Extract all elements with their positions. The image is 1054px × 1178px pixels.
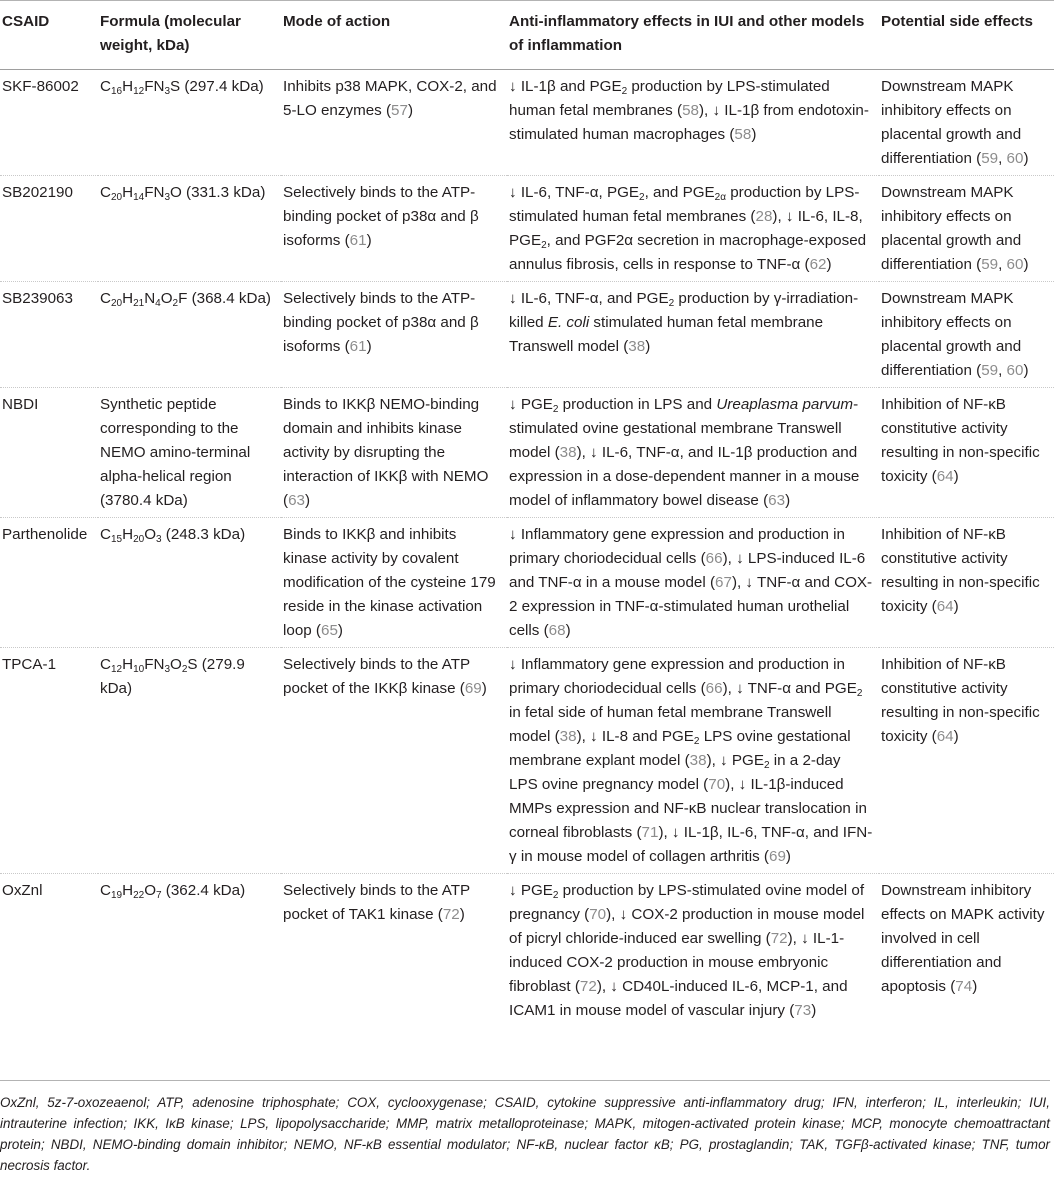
cell-mode: Selectively binds to the ATP pocket of TAK1 kinase (72) bbox=[281, 874, 507, 1037]
cell-formula: $C_{19}H_{22}O_7$ (362.4 kDa) bbox=[98, 874, 281, 1037]
cell-side-effects: Inhibition of NF-κB constitutive activity resulting in non-specific toxicity (64) bbox=[879, 648, 1054, 874]
cell-effects: ↓ IL-6, TNF-α, and $PGE_2$ production by γ-irradiation-killed E. coli stimulated human fetal membrane Transwell model (38) bbox=[507, 282, 879, 388]
table-row bbox=[0, 282, 1054, 388]
table-body bbox=[0, 70, 1054, 1037]
header-side-effects: Potential side effects bbox=[881, 13, 1033, 30]
cell-effects: ↓ $PGE_2$ production in LPS and Ureaplasma parvum-stimulated ovine gestational membrane Transwell model (38), ↓ IL-6, TNF-α, and IL-1β production and expression in a dose-dependent manner in a mouse model of inflammatory bowel disease (63) bbox=[507, 388, 879, 518]
header-row bbox=[0, 1, 1054, 70]
cell-side-effects: Inhibition of NF-κB constitutive activity resulting in non-specific toxicity (64) bbox=[879, 518, 1054, 648]
table-row bbox=[0, 176, 1054, 282]
table-row bbox=[0, 388, 1054, 518]
table-row bbox=[0, 518, 1054, 648]
cell-side-effects: Downstream MAPK inhibitory effects on placental growth and differentiation (59, 60) bbox=[879, 176, 1054, 282]
header-effects: Anti-inflammatory effects in IUI and other models of inflammation bbox=[509, 13, 865, 54]
cell-formula: $C_{12}H_{10}FN_3O_2S$ (279.9 kDa) bbox=[98, 648, 281, 874]
cell-side-effects: Inhibition of NF-κB constitutive activity resulting in non-specific toxicity (64) bbox=[879, 388, 1054, 518]
cell-effects: ↓ Inflammatory gene expression and production in primary choriodecidual cells (66), ↓ TNF-α and $PGE_2$ in fetal side of human fetal membrane Transwell model (38), ↓ IL-8 and $PGE_2$ LPS ovine gestational membrane explant model (38), ↓ $PGE_2$ in a 2-day LPS ovine pregnancy model (70), ↓ IL-1β-induced MMPs expression and NF-κB nuclear translocation in corneal fibroblasts (71), ↓ IL-1β, IL-6, TNF-α, and IFN-γ in mouse model of collagen arthritis (69) bbox=[507, 648, 879, 874]
cell-csaid: Parthenolide bbox=[0, 518, 98, 648]
cell-formula: Synthetic peptide corresponding to the NEMO amino-terminal alpha-helical region (3780.4 kDa) bbox=[98, 388, 281, 518]
table-footnote: OxZnl, 5z-7-oxozeaenol; ATP, adenosine triphosphate; COX, cyclooxygenase; CSAID, cytokine suppressive anti-inflammatory drug; IFN, interferon; IL, interleukin; IUI, intrauterine infection; IKK, IκB kinase; LPS, lipopolysaccharide; MMP, matrix metalloproteinase; MAPK, mitogen-activated protein kinase; MCP, monocyte chemoattractant protein; NBDI, NEMO-binding domain inhibitor; NEMO, NF-κB essential modulator; NF-κB, nuclear factor κB; PG, prostaglandin; TAK, TGFβ-activated kinase; TNF, tumor necrosis factor. bbox=[0, 1080, 1050, 1176]
cell-effects: ↓ $PGE_2$ production by LPS-stimulated ovine model of pregnancy (70), ↓ COX-2 production in mouse model of picryl chloride-induced ear swelling (72), ↓ IL-1-induced COX-2 production in mouse embryonic fibroblast (72), ↓ CD40L-induced IL-6, MCP-1, and ICAM1 in mouse model of vascular injury (73) bbox=[507, 874, 879, 1037]
cell-mode: Binds to IKKβ and inhibits kinase activity by covalent modification of the cysteine 179 reside in the kinase activation loop (65) bbox=[281, 518, 507, 648]
cell-effects: ↓ IL-6, TNF-α, $PGE_2$, and $PGE_{2\alpha}$ production by LPS-stimulated human fetal membranes (28), ↓ IL-6, IL-8, $PGE_2$, and PGF2α secretion in macrophage-exposed annulus fibrosis, cells in response to TNF-α (62) bbox=[507, 176, 879, 282]
table-row bbox=[0, 874, 1054, 1037]
cell-mode: Binds to IKKβ NEMO-binding domain and inhibits kinase activity by disrupting the interaction of IKKβ with NEMO (63) bbox=[281, 388, 507, 518]
cell-mode: Inhibits p38 MAPK, COX-2, and 5-LO enzymes (57) bbox=[283, 78, 497, 119]
table-header bbox=[0, 1, 1054, 70]
cell-formula: $C_{15}H_{20}O_3$ (248.3 kDa) bbox=[98, 518, 281, 648]
cell-side-effects: Downstream MAPK inhibitory effects on placental growth and differentiation (59, 60) bbox=[879, 282, 1054, 388]
cell-csaid: TPCA-1 bbox=[0, 648, 98, 874]
table-row bbox=[0, 70, 1054, 176]
cell-csaid: OxZnl bbox=[0, 874, 98, 1037]
cell-csaid: SKF-86002 bbox=[2, 78, 79, 95]
cell-csaid: SB202190 bbox=[0, 176, 98, 282]
cell-mode: Selectively binds to the ATP pocket of the IKKβ kinase (69) bbox=[281, 648, 507, 874]
cell-formula: $C_{16}H_{12}FN_3S$ (297.4 kDa) bbox=[100, 78, 264, 97]
header-csaid: CSAID bbox=[2, 13, 50, 30]
cell-formula: $C_{20}H_{14}FN_3O$ (331.3 kDa) bbox=[98, 176, 281, 282]
cell-csaid: NBDI bbox=[0, 388, 98, 518]
table-row bbox=[0, 648, 1054, 874]
cell-side-effects: Downstream inhibitory effects on MAPK activity involved in cell differentiation and apoptosis (74) bbox=[879, 874, 1054, 1037]
cell-mode: Selectively binds to the ATP-binding pocket of p38α and β isoforms (61) bbox=[281, 176, 507, 282]
cell-mode: Selectively binds to the ATP-binding pocket of p38α and β isoforms (61) bbox=[281, 282, 507, 388]
cell-effects: ↓ Inflammatory gene expression and production in primary choriodecidual cells (66), ↓ LPS-induced IL-6 and TNF-α in a mouse model (67), ↓ TNF-α and COX-2 expression in TNF-α-stimulated human urothelial cells (68) bbox=[507, 518, 879, 648]
cell-side-effects: Downstream MAPK inhibitory effects on placental growth and differentiation (59, 60) bbox=[881, 78, 1029, 167]
cell-effects: ↓ IL-1β and $PGE_2$ production by LPS-stimulated human fetal membranes (58), ↓ IL-1β from endotoxin-stimulated human macrophages (58) bbox=[509, 78, 869, 143]
cell-formula: $C_{20}H_{21}N_4O_2F$ (368.4 kDa) bbox=[98, 282, 281, 388]
cell-csaid: SB239063 bbox=[0, 282, 98, 388]
header-formula: Formula (molecular weight, kDa) bbox=[100, 13, 241, 54]
header-mode: Mode of action bbox=[283, 13, 391, 30]
